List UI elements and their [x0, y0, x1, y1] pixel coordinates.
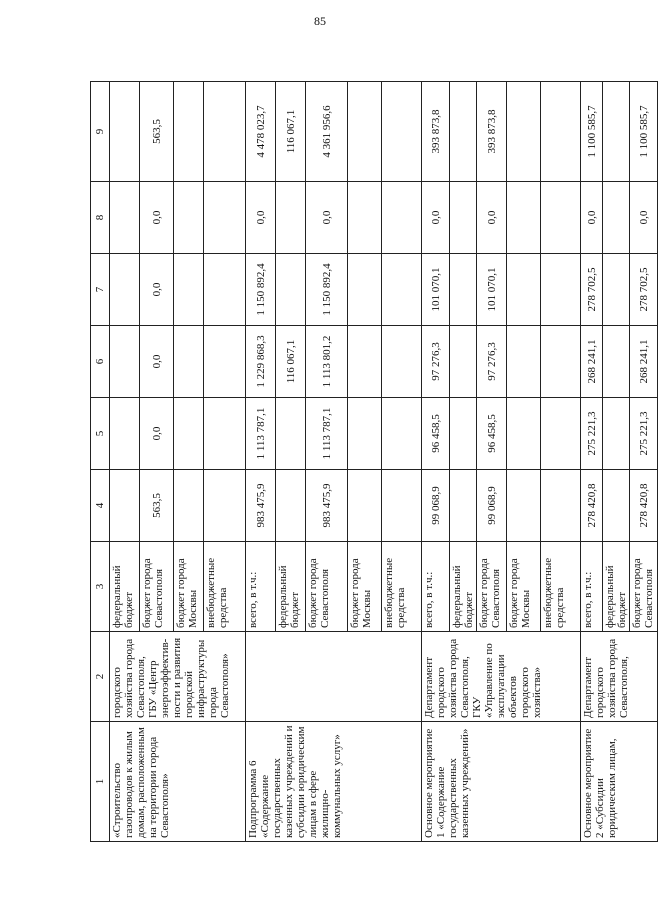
- amount-cell-c7: [276, 254, 306, 326]
- table-body: [110, 82, 658, 842]
- amount-cell-c5: 1 113 787,1: [306, 398, 348, 470]
- amount-cell-c5: 96 458,5: [477, 398, 507, 470]
- amount-cell-c8: [603, 182, 630, 254]
- col-header-8: 8: [91, 182, 110, 254]
- amount-cell-c7: 278 702,5: [630, 254, 658, 326]
- amount-cell-c5: 1 113 787,1: [246, 398, 276, 470]
- amount-cell-c5: 0,0: [140, 398, 174, 470]
- amount-cell-c9: [110, 82, 140, 182]
- amount-cell-c8: [276, 182, 306, 254]
- table-row: [422, 82, 450, 842]
- funding-source-cell: всего, в т.ч.:: [422, 542, 450, 632]
- amount-cell-c8: 0,0: [246, 182, 276, 254]
- funding-source-cell: бюджет города Москвы: [348, 542, 382, 632]
- amount-cell-c4: [276, 470, 306, 542]
- rotated-table-wrapper: [90, 82, 655, 842]
- amount-cell-c9: [450, 82, 477, 182]
- measure-name-cell: Подпрограмма 6 «Содержание государственных казенных учреждений и субсидии юридическим лицам в сфере жилищно-коммунальных услуг»: [246, 722, 422, 842]
- amount-cell-c6: [204, 326, 246, 398]
- table-row: [110, 82, 140, 842]
- amount-cell-c4: [110, 470, 140, 542]
- amount-cell-c6: 268 241,1: [630, 326, 658, 398]
- amount-cell-c4: [204, 470, 246, 542]
- funding-source-cell: бюджет города Москвы: [507, 542, 541, 632]
- amount-cell-c9: [382, 82, 422, 182]
- amount-cell-c5: [450, 398, 477, 470]
- amount-cell-c7: 0,0: [140, 254, 174, 326]
- amount-cell-c4: 563,5: [140, 470, 174, 542]
- amount-cell-c4: [541, 470, 581, 542]
- amount-cell-c9: 116 067,1: [276, 82, 306, 182]
- amount-cell-c6: [450, 326, 477, 398]
- amount-cell-c9: 393 873,8: [422, 82, 450, 182]
- amount-cell-c4: [603, 470, 630, 542]
- amount-cell-c6: 97 276,3: [477, 326, 507, 398]
- amount-cell-c8: 0,0: [140, 182, 174, 254]
- amount-cell-c9: 4 478 023,7: [246, 82, 276, 182]
- amount-cell-c7: 278 702,5: [581, 254, 603, 326]
- amount-cell-c4: 99 068,9: [477, 470, 507, 542]
- amount-cell-c8: [541, 182, 581, 254]
- funding-source-cell: внебюджетные средства: [541, 542, 581, 632]
- amount-cell-c5: 96 458,5: [422, 398, 450, 470]
- amount-cell-c9: 563,5: [140, 82, 174, 182]
- amount-cell-c4: [507, 470, 541, 542]
- amount-cell-c9: [174, 82, 204, 182]
- amount-cell-c9: 393 873,8: [477, 82, 507, 182]
- amount-cell-c6: [174, 326, 204, 398]
- amount-cell-c9: [348, 82, 382, 182]
- amount-cell-c4: 983 475,9: [246, 470, 276, 542]
- funding-source-cell: бюджет города Севастополя: [630, 542, 658, 632]
- table-row: [246, 82, 276, 842]
- amount-cell-c6: 1 229 868,3: [246, 326, 276, 398]
- page-number: 85: [314, 14, 326, 28]
- measure-name-cell: «Строительство газопроводов к жилым домам, расположенным на территории города Севастополя»: [110, 722, 246, 842]
- amount-cell-c9: [507, 82, 541, 182]
- budget-table: [90, 81, 658, 842]
- amount-cell-c4: 278 420,8: [581, 470, 603, 542]
- amount-cell-c6: [348, 326, 382, 398]
- amount-cell-c9: [204, 82, 246, 182]
- executor-cell: городского хозяйства города Севастополя, ГБУ «Центр энергоэффектив-ности и развития городской инфраструктуры города Севастополя»: [110, 632, 246, 722]
- measure-name-cell: Основное мероприятие 2 «Субсидии юридическим лицам,: [581, 722, 658, 842]
- amount-cell-c6: [110, 326, 140, 398]
- amount-cell-c5: [541, 398, 581, 470]
- amount-cell-c7: [603, 254, 630, 326]
- col-header-1: 1: [91, 722, 110, 842]
- funding-source-cell: федеральный бюджет: [276, 542, 306, 632]
- amount-cell-c7: [348, 254, 382, 326]
- amount-cell-c9: 1 100 585,7: [630, 82, 658, 182]
- amount-cell-c6: [507, 326, 541, 398]
- amount-cell-c7: 1 150 892,4: [246, 254, 276, 326]
- amount-cell-c5: [204, 398, 246, 470]
- amount-cell-c5: 275 221,3: [630, 398, 658, 470]
- amount-cell-c4: 99 068,9: [422, 470, 450, 542]
- measure-name-cell: Основное мероприятие 1 «Содержание государственных казенных учреждений»: [422, 722, 581, 842]
- amount-cell-c8: [348, 182, 382, 254]
- amount-cell-c7: 101 070,1: [477, 254, 507, 326]
- amount-cell-c8: 0,0: [422, 182, 450, 254]
- amount-cell-c8: 0,0: [581, 182, 603, 254]
- amount-cell-c5: [110, 398, 140, 470]
- amount-cell-c5: [174, 398, 204, 470]
- col-header-7: 7: [91, 254, 110, 326]
- funding-source-cell: всего, в т.ч.:: [246, 542, 276, 632]
- amount-cell-c8: [110, 182, 140, 254]
- amount-cell-c5: [348, 398, 382, 470]
- amount-cell-c8: 0,0: [306, 182, 348, 254]
- amount-cell-c7: [507, 254, 541, 326]
- amount-cell-c7: [204, 254, 246, 326]
- amount-cell-c6: [541, 326, 581, 398]
- amount-cell-c7: [450, 254, 477, 326]
- amount-cell-c5: [603, 398, 630, 470]
- funding-source-cell: федеральный бюджет: [450, 542, 477, 632]
- col-header-4: 4: [91, 470, 110, 542]
- funding-source-cell: внебюджетные средства: [204, 542, 246, 632]
- funding-source-cell: внебюджетные средства: [382, 542, 422, 632]
- amount-cell-c8: [507, 182, 541, 254]
- executor-cell: [246, 632, 422, 722]
- col-header-9: 9: [91, 82, 110, 182]
- amount-cell-c8: [382, 182, 422, 254]
- amount-cell-c7: 101 070,1: [422, 254, 450, 326]
- amount-cell-c6: 0,0: [140, 326, 174, 398]
- amount-cell-c7: [110, 254, 140, 326]
- funding-source-cell: всего, в т.ч.:: [581, 542, 603, 632]
- amount-cell-c6: 97 276,3: [422, 326, 450, 398]
- amount-cell-c9: 4 361 956,6: [306, 82, 348, 182]
- amount-cell-c7: 1 150 892,4: [306, 254, 348, 326]
- amount-cell-c4: 983 475,9: [306, 470, 348, 542]
- funding-source-cell: федеральный бюджет: [603, 542, 630, 632]
- executor-cell: Департамент городского хозяйства города Севастополя, ГКУ «Управление по эксплуатации объектов городского хозяйства»: [422, 632, 581, 722]
- amount-cell-c6: 1 113 801,2: [306, 326, 348, 398]
- amount-cell-c4: 278 420,8: [630, 470, 658, 542]
- amount-cell-c6: 268 241,1: [581, 326, 603, 398]
- amount-cell-c8: [450, 182, 477, 254]
- funding-source-cell: бюджет города Севастополя: [477, 542, 507, 632]
- funding-source-cell: бюджет города Севастополя: [140, 542, 174, 632]
- col-header-3: 3: [91, 542, 110, 632]
- amount-cell-c6: [603, 326, 630, 398]
- amount-cell-c5: [507, 398, 541, 470]
- amount-cell-c5: [276, 398, 306, 470]
- amount-cell-c8: 0,0: [630, 182, 658, 254]
- amount-cell-c8: 0,0: [477, 182, 507, 254]
- amount-cell-c8: [204, 182, 246, 254]
- executor-cell: Департамент городского хозяйства города Севастополя,: [581, 632, 658, 722]
- amount-cell-c5: 275 221,3: [581, 398, 603, 470]
- amount-cell-c4: [382, 470, 422, 542]
- amount-cell-c4: [348, 470, 382, 542]
- header-row: [91, 82, 110, 842]
- amount-cell-c4: [174, 470, 204, 542]
- amount-cell-c6: [382, 326, 422, 398]
- col-header-5: 5: [91, 398, 110, 470]
- amount-cell-c9: 1 100 585,7: [581, 82, 603, 182]
- amount-cell-c5: [382, 398, 422, 470]
- amount-cell-c9: [603, 82, 630, 182]
- col-header-2: 2: [91, 632, 110, 722]
- funding-source-cell: федеральный бюджет: [110, 542, 140, 632]
- table-row: [581, 82, 603, 842]
- amount-cell-c7: [174, 254, 204, 326]
- amount-cell-c7: [541, 254, 581, 326]
- amount-cell-c9: [541, 82, 581, 182]
- amount-cell-c8: [174, 182, 204, 254]
- col-header-6: 6: [91, 326, 110, 398]
- amount-cell-c4: [450, 470, 477, 542]
- amount-cell-c6: 116 067,1: [276, 326, 306, 398]
- amount-cell-c7: [382, 254, 422, 326]
- funding-source-cell: бюджет города Севастополя: [306, 542, 348, 632]
- funding-source-cell: бюджет города Москвы: [174, 542, 204, 632]
